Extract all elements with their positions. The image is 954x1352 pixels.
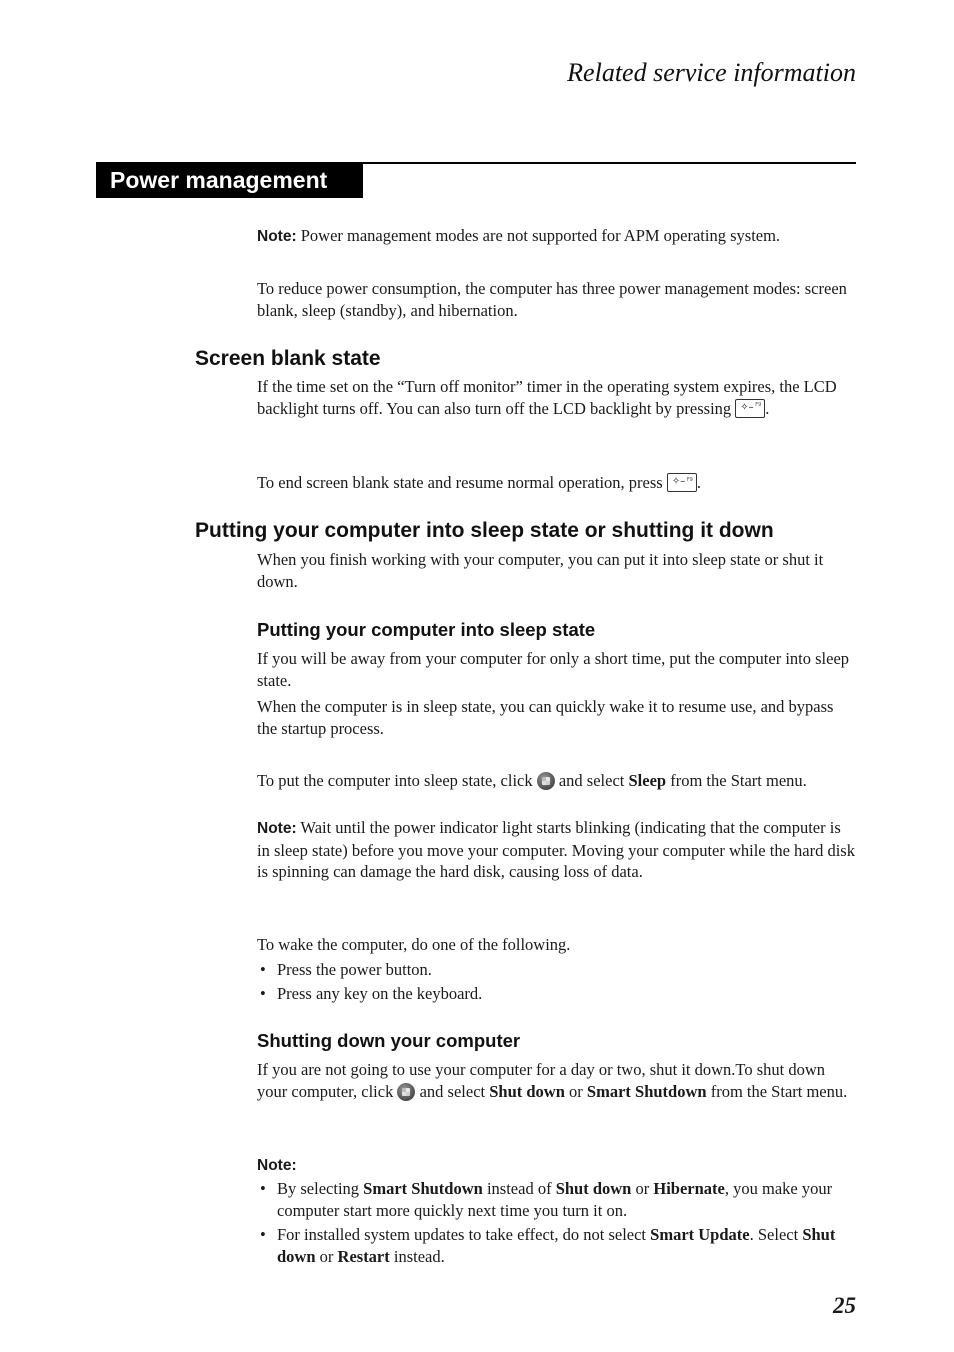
sleep-note <box>257 817 857 883</box>
note1-text-a: By selecting <box>277 1179 364 1198</box>
windows-start-icon <box>537 772 555 790</box>
sleep-text-c: from the Start menu. <box>666 771 807 790</box>
heading-screen-blank: Screen blank state <box>195 347 381 370</box>
list-item: • Press any key on the keyboard. <box>257 982 857 1006</box>
note1-bold-3: Hibernate <box>653 1179 725 1198</box>
shutdown-text-b: and select <box>415 1081 490 1101</box>
sleep-shutdown-intro: When you finish working with your computer, you can put it into sleep state or shut it down. <box>257 550 824 591</box>
page-number: 25 <box>833 1293 856 1318</box>
heading-sleep-state: Putting your computer into sleep state <box>257 619 596 640</box>
key-sub: F9 <box>686 476 693 483</box>
running-header: Related service information <box>567 58 856 87</box>
heading-sleep-or-shutdown: Putting your computer into sleep state or shutting it down <box>195 519 774 542</box>
shutdown-text-a: If you are not going to use your computer for a day or two, shut it down.To shut down your computer, click <box>257 1060 826 1101</box>
note-text: Power management modes are not supported for APM operating system. <box>296 226 781 245</box>
key-sub: F9 <box>755 402 762 408</box>
sleep-paragraph-3 <box>257 770 857 792</box>
key-glyph: ✧– <box>671 476 686 487</box>
screen-blank-paragraph-1 <box>257 376 857 419</box>
shutdown-text-c: or <box>564 1081 587 1101</box>
shutdown-paragraph <box>257 1059 857 1102</box>
screen-blank-paragraph-2 <box>257 472 857 494</box>
heading-shutting-down: Shutting down your computer <box>257 1030 521 1051</box>
sleep-paragraph-2: When the computer is in sleep state, you can quickly wake it to resume use, and bypass the startup process. <box>257 697 834 738</box>
screen-blank-text-2: To end screen blank state and resume normal operation, press <box>257 473 663 492</box>
note1-text-d: , you make your computer start more quickly next time you turn it on. <box>277 1179 833 1220</box>
wake-list <box>257 958 857 1006</box>
backlight-key-icon <box>735 399 765 418</box>
windows-start-icon <box>397 1083 415 1101</box>
note1-text-c: or <box>631 1179 654 1198</box>
list-item <box>257 1178 857 1221</box>
intro-paragraph: To reduce power consumption, the computer has three power management modes: screen blank, sleep (standby), and hibernation. <box>257 279 847 320</box>
screen-blank-text-1: If the time set on the “Turn off monitor” timer in the operating system expires, the LCD backlight turns off. You can also turn off the LCD backlight by pressing <box>257 377 837 418</box>
key-glyph: ✧– <box>740 401 754 413</box>
note2-bold-2: Shut down <box>277 1225 836 1266</box>
note-label: Note: <box>257 1157 297 1174</box>
list-item: • Press the power button. <box>257 958 857 982</box>
note1-bold-1: Smart Shutdown <box>363 1179 483 1198</box>
note2-text-d: instead. <box>389 1246 445 1266</box>
screen-blank-text-1-end: . <box>765 398 770 418</box>
note2-text-b: . Select <box>749 1225 803 1244</box>
shutdown-note-list <box>257 1178 857 1267</box>
note-label: Note: <box>257 820 297 837</box>
shutdown-bold-2: Smart Shutdown <box>586 1081 707 1101</box>
note2-text-c: or <box>315 1246 338 1266</box>
note2-bold-3: Restart <box>337 1246 390 1266</box>
list-item <box>257 1224 857 1267</box>
wake-intro: To wake the computer, do one of the following. <box>257 935 571 954</box>
sleep-paragraph-1: If you will be away from your computer for only a short time, put the computer into sleep state. <box>257 649 850 690</box>
screen-blank-text-2-end: . <box>696 473 701 492</box>
section-title: Power management <box>96 163 363 198</box>
intro-note <box>257 225 857 248</box>
note-label: Note: <box>257 228 297 245</box>
backlight-key-icon <box>667 473 697 492</box>
note1-bold-2: Shut down <box>555 1179 632 1198</box>
sleep-bold: Sleep <box>628 771 667 790</box>
sleep-text-b: and select <box>554 771 629 790</box>
note2-text-a: For installed system updates to take effect, do not select <box>277 1225 651 1244</box>
shutdown-bold-1: Shut down <box>489 1081 565 1101</box>
note2-bold-1: Smart Update <box>650 1225 750 1244</box>
shutdown-note-label <box>257 1154 857 1177</box>
note-text: Wait until the power indicator light starts blinking (indicating that the computer is in sleep state) before you move your computer. Moving your computer while the hard disk is spinning can damage the hard disk, causing loss of data. <box>257 818 855 881</box>
note1-text-b: instead of <box>482 1179 556 1198</box>
shutdown-text-d: from the Start menu. <box>706 1081 848 1101</box>
sleep-text-a: To put the computer into sleep state, click <box>257 771 533 790</box>
